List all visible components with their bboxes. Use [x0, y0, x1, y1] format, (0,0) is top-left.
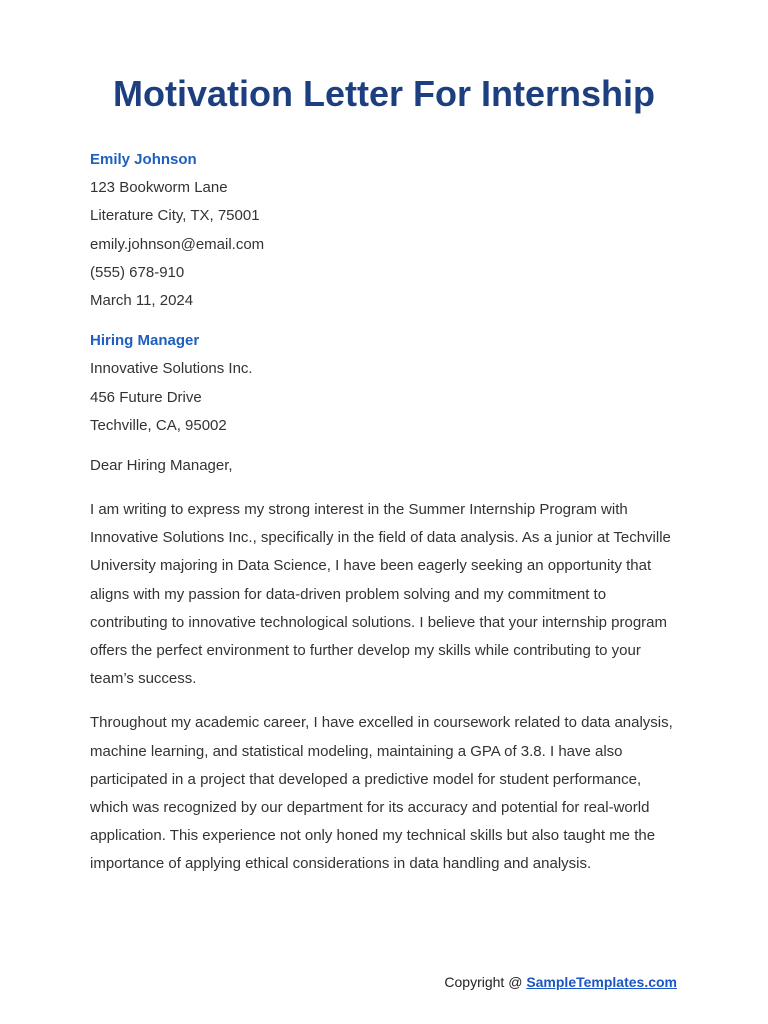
paragraph-line: I am writing to express my strong interest in the Summer Internship Program with: [90, 501, 628, 519]
paragraph-line: machine learning, and statistical modeling, maintaining a GPA of 3.8. I have also: [90, 742, 623, 760]
paragraph-line: which was recognized by our department for its accuracy and potential for real-world: [90, 799, 650, 817]
sender-address-line1: 123 Bookworm Lane: [90, 179, 228, 197]
sender-phone: (555) 678-910: [90, 263, 185, 281]
letter-date: March 11, 2024: [90, 292, 194, 310]
sender-block: [90, 146, 690, 315]
copyright-footer: [444, 972, 677, 992]
paragraph-line: University majoring in Data Science, I have been eagerly seeking an opportunity that: [90, 557, 652, 575]
paragraph-line: importance of applying ethical considerations in data handling and analysis.: [90, 855, 592, 873]
recipient-block: [90, 327, 690, 440]
salutation: Dear Hiring Manager,: [90, 457, 233, 475]
paragraph-line: aligns with my passion for data-driven problem solving and my commitment to: [90, 585, 607, 603]
paragraph-line: Innovative Solutions Inc., specifically in the field of data analysis. As a junior at Techville: [90, 529, 671, 547]
paragraph-line: offers the perfect environment to further develop my skills while contributing to your: [90, 642, 641, 660]
letter-body: [90, 146, 690, 895]
recipient-name: Hiring Manager: [90, 332, 200, 350]
paragraph-line: participated in a project that developed a predictive model for student performance,: [90, 770, 642, 788]
sender-name: Emily Johnson: [90, 151, 197, 168]
recipient-address-line2: Techville, CA, 95002: [90, 416, 227, 434]
paragraph-line: application. This experience not only honed my technical skills but also taught me the: [90, 827, 656, 845]
paragraph-line: team’s success.: [90, 670, 197, 688]
recipient-company: Innovative Solutions Inc.: [90, 360, 253, 378]
page-title: Motivation Letter For Internship: [112, 73, 655, 114]
body-paragraph-2: [90, 709, 690, 878]
copyright-prefix: Copyright @: [444, 974, 527, 990]
sampletemplates-link[interactable]: SampleTemplates.com: [526, 974, 677, 990]
paragraph-line: contributing to innovative technological solutions. I believe that your internship program: [90, 613, 668, 631]
body-paragraph-1: [90, 496, 690, 693]
recipient-address-line1: 456 Future Drive: [90, 388, 202, 406]
paragraph-line: Throughout my academic career, I have excelled in coursework related to data analysis,: [90, 714, 673, 732]
sender-email: emily.johnson@email.com: [90, 235, 265, 253]
sender-address-line2: Literature City, TX, 75001: [90, 207, 260, 225]
